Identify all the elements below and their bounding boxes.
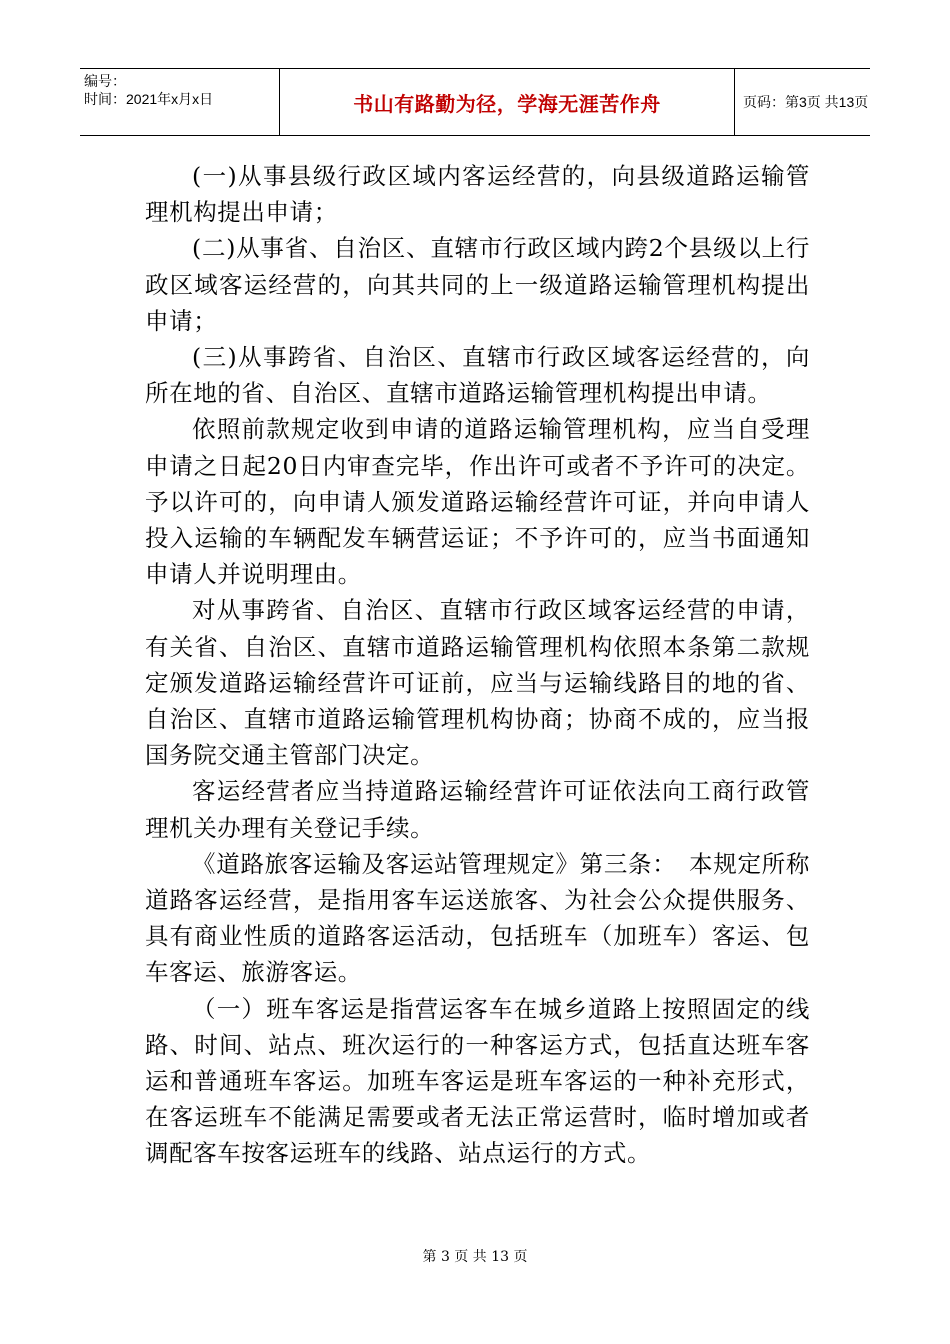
motto-text: 书山有路勤为径，学海无涯苦作舟 xyxy=(353,91,661,116)
header-meta-cell xyxy=(80,69,280,135)
document-number-label: 编号： xyxy=(84,73,126,89)
document-header xyxy=(80,68,870,136)
header-motto-cell xyxy=(280,69,735,135)
page-footer xyxy=(0,1246,950,1266)
paragraph: 《道路旅客运输及客运站管理规定》第三条： 本规定所称道路客运经营，是指用客车运送旅客、为社会公众提供服务、具有商业性质的道路客运活动，包括班车（加班车）客运、包车客运、旅游客运。 xyxy=(145,849,810,987)
paragraph: (三)从事跨省、自治区、直辖市行政区域客运经营的，向所在地的省、自治区、直辖市道路运输管理机构提出申请。 xyxy=(145,343,810,408)
paragraph: （一）班车客运是指营运客车在城乡道路上按照固定的线路、时间、站点、班次运行的一种客运方式，包括直达班车客运和普通班车客运。加班车客运是班车客运的一种补充形式，在客运班车不能满足需要或者无法正常运营时，临时增加或者调配客车按客运班车的线路、站点运行的方式。 xyxy=(145,994,810,1168)
paragraph: 依照前款规定收到申请的道路运输管理机构，应当自受理申请之日起20日内审查完毕，作出许可或者不予许可的决定。予以许可的，向申请人颁发道路运输经营许可证，并向申请人投入运输的车辆配发车辆营运证；不予许可的，应当书面通知申请人并说明理由。 xyxy=(145,415,810,589)
paragraph: 对从事跨省、自治区、直辖市行政区域客运经营的申请，有关省、自治区、直辖市道路运输管理机构依照本条第二款规定颁发道路运输经营许可证前，应当与运输线路目的地的省、自治区、直辖市道路运输管理机构协商；协商不成的，应当报国务院交通主管部门决定。 xyxy=(145,596,810,770)
document-body xyxy=(145,158,810,1172)
document-date-label: 时间：2021年x月x日 xyxy=(84,91,214,107)
paragraph: (一)从事县级行政区域内客运经营的，向县级道路运输管理机构提出申请； xyxy=(145,162,810,227)
footer-page-number: 第 3 页 共 13 页 xyxy=(422,1249,528,1265)
header-page-cell xyxy=(735,69,870,135)
paragraph: 客运经营者应当持道路运输经营许可证依法向工商行政管理机关办理有关登记手续。 xyxy=(145,777,810,842)
paragraph: (二)从事省、自治区、直辖市行政区域内跨2个县级以上行政区域客运经营的，向其共同的上一级道路运输管理机构提出申请； xyxy=(145,234,810,335)
page-info: 页码：第3页 共13页 xyxy=(743,94,869,110)
